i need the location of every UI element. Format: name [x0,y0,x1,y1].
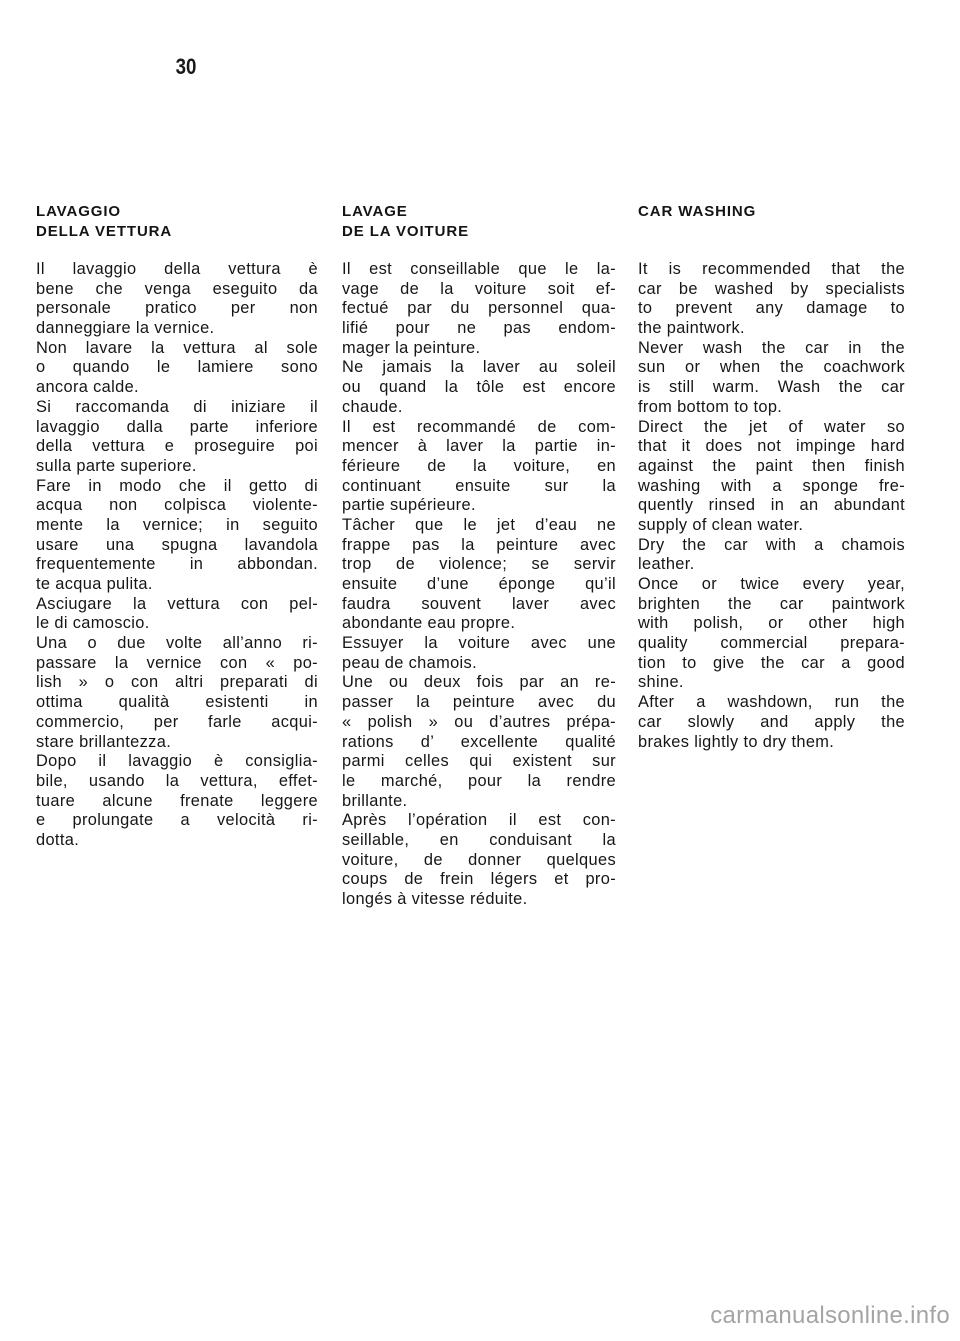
text-line: personale pratico per non [36,299,318,318]
text-line: commercio, per farle acqui- [36,712,318,731]
text-line: parmi celles qui existent sur [342,752,616,771]
text-line: with polish, or other high [638,614,905,633]
text-line: washing with a sponge fre- [638,476,905,495]
heading-line: DELLA VETTURA [36,223,173,240]
text-line: Ne jamais la laver au soleil [342,358,616,377]
text-line: Après l’opération il est con- [342,811,616,830]
text-line: from bottom to top. [638,397,783,416]
text-line: mencer à laver la partie in- [342,437,616,456]
text-line: is still warm. Wash the car [638,378,905,397]
text-line: faudra souvent laver avec [342,594,616,613]
text-line: Tâcher que le jet d’eau ne [342,515,616,534]
text-line: férieure de la voiture, en [342,456,616,475]
text-line: trop de violence; se servir [342,555,616,574]
paragraph [638,260,905,339]
text-line: fectué par du personnel qua- [342,299,616,318]
text-line: that it does not impinge hard [638,437,905,456]
paragraph [36,634,318,752]
paragraph [342,418,616,516]
text-line: sun or when the coachwork [638,358,905,377]
text-line: shine. [638,673,684,692]
text-line: stare brillantezza. [36,732,172,751]
text-line: ou quand la tôle est encore [342,378,616,397]
text-line: longés à vitesse réduite. [342,890,528,908]
text-line: vage de la voiture soit ef- [342,279,616,298]
paragraph [36,752,318,850]
text-line: della vettura e proseguire poi [36,437,318,456]
text-line: le di camoscio. [36,614,150,633]
text-line: rations d’ excellente qualité [342,732,616,751]
paragraph [342,634,616,673]
text-line: Non lavare la vettura al sole [36,338,318,357]
section-heading [36,202,318,242]
text-line: quality commercial prepara- [638,634,905,653]
section-body [342,260,616,910]
text-line: It is recommended that the [638,260,905,278]
section-body [638,260,905,752]
paragraph [342,260,616,358]
text-line: e prolungate a velocità ri- [36,811,318,830]
text-line: ottima qualità esistenti in [36,693,318,712]
text-line: chaude. [342,397,403,416]
text-line: « polish » ou d’autres prépa- [342,712,616,731]
text-line: Asciugare la vettura con pel- [36,594,318,613]
heading-line: CAR WASHING [638,203,757,220]
text-line: tion to give the car a good [638,653,905,672]
paragraph [638,339,905,418]
text-line: abondante eau propre. [342,614,516,633]
text-line: ancora calde. [36,378,139,397]
page-number: 30 [175,54,197,79]
text-line: Dopo il lavaggio è consiglia- [36,752,318,771]
text-line: Il est recommandé de com- [342,417,616,436]
paragraph [638,575,905,693]
text-line: Una o due volte all’anno ri- [36,634,318,653]
text-line: brighten the car paintwork [638,594,905,613]
paragraph [36,595,318,634]
text-line: to prevent any damage to [638,299,905,318]
text-line: tuare alcune frenate leggere [36,791,318,810]
paragraph [342,673,616,811]
section-heading [342,202,616,242]
text-line: Il lavaggio della vettura è [36,260,318,278]
text-line: mente la vernice; in seguito [36,515,318,534]
text-line: Si raccomanda di iniziare il [36,397,318,416]
paragraph [638,536,905,575]
text-line: Once or twice every year, [638,575,905,593]
text-line: Never wash the car in the [638,338,905,357]
text-line: Il est conseillable que le la- [342,260,616,278]
text-line: acqua non colpisca violente- [36,496,318,515]
text-line: frequentemente in abbondan. [36,555,318,574]
heading-line: DE LA VOITURE [342,223,469,240]
paragraph [36,477,318,595]
section-body [36,260,318,851]
paragraph [36,339,318,398]
paragraph [638,418,905,536]
text-line: partie supérieure. [342,496,476,515]
text-line: lifié pour ne pas endom- [342,319,616,338]
text-line: sulla parte superiore. [36,456,197,475]
text-line: Essuyer la voiture avec une [342,634,616,653]
text-line: lish » o con altri preparati di [36,673,318,692]
text-line: Fare in modo che il getto di [36,476,318,495]
heading-line: LAVAGE [342,203,408,220]
text-line: seillable, en conduisant la [342,830,616,849]
text-line: car slowly and apply the [638,712,905,731]
text-line: passare la vernice con « po- [36,653,318,672]
text-line: the paintwork. [638,319,745,338]
paragraph [638,693,905,752]
text-line: bene che venga eseguito da [36,279,318,298]
text-line: lavaggio dalla parte inferiore [36,417,318,436]
text-line: car be washed by specialists [638,279,905,298]
section-heading [638,202,905,222]
text-line: te acqua pulita. [36,575,153,593]
text-line: against the paint then finish [638,456,905,475]
text-line: le marché, pour la rendre [342,771,616,790]
text-line: bile, usando la vettura, effet- [36,771,318,790]
text-line: mager la peinture. [342,338,481,357]
text-line: quently rinsed in an abundant [638,496,905,515]
text-line: coups de frein légers et pro- [342,870,616,889]
text-line: continuant ensuite sur la [342,476,616,495]
text-line: supply of clean water. [638,515,804,534]
watermark: carmanualsonline.info [710,1302,950,1329]
text-line: brakes lightly to dry them. [638,732,835,751]
text-line: peau de chamois. [342,653,477,672]
text-line: ensuite d’une éponge qu’il [342,575,616,593]
text-line: frappe pas la peinture avec [342,535,616,554]
paragraph [342,358,616,417]
text-line: danneggiare la vernice. [36,319,215,338]
paragraph [36,398,318,477]
text-line: voiture, de donner quelques [342,850,616,869]
text-line: Une ou deux fois par an re- [342,673,616,692]
text-line: brillante. [342,791,408,810]
text-line: After a washdown, run the [638,693,905,712]
text-line: o quando le lamiere sono [36,358,318,377]
paragraph [342,516,616,634]
text-line: Dry the car with a chamois [638,535,905,554]
text-line: passer la peinture avec du [342,693,616,712]
text-line: Direct the jet of water so [638,417,905,436]
text-line: leather. [638,555,695,574]
text-line: usare una spugna lavandola [36,535,318,554]
paragraph [342,811,616,909]
text-line: dotta. [36,830,80,849]
paragraph [36,260,318,339]
heading-line: LAVAGGIO [36,203,121,220]
